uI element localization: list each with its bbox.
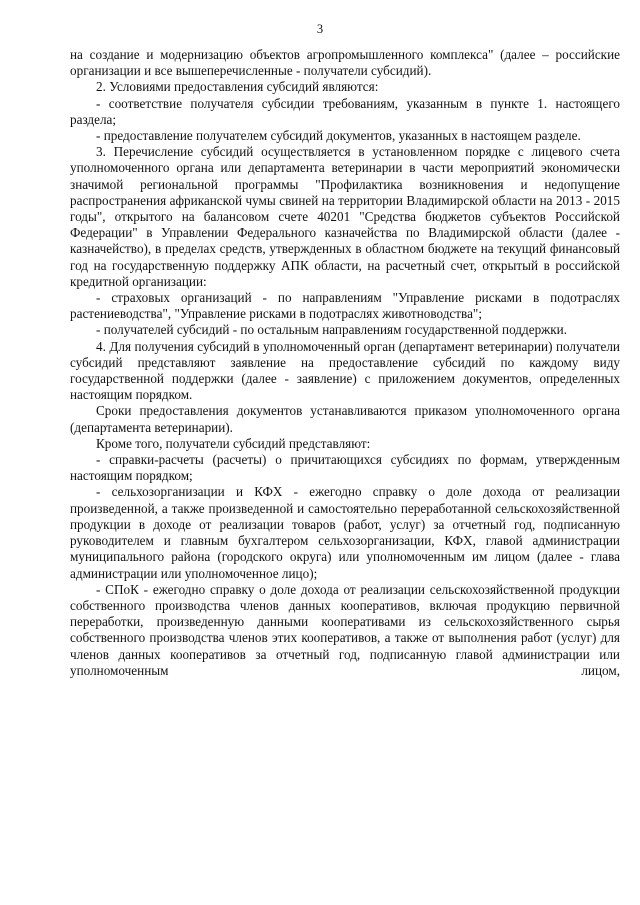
paragraph-agricultural-organizations: - сельхозорганизации и КФХ - ежегодно справку о доле дохода от реализации произведенной, а также произведенной и самостоятельно переработанной сельскохозяйственной продукции в доходе от реализации товаров (работ, услуг) за отчетный год, подписанную руководителем и главным бухгалтером сельхозорганизации, КФХ, главой администрации муниципального района (городского округа) или уполномоченным им лицом (далее - глава администрации или уполномоченное лицо); (70, 484, 620, 581)
paragraph-additionally: Кроме того, получатели субсидий представляют: (96, 435, 371, 451)
paragraph-condition-compliance: - соответствие получателя субсидии требованиям, указанным в пункте 1. настоящего раздела; (70, 95, 620, 127)
paragraph-continuation: на создание и модернизацию объектов агропромышленного комплекса" (далее – российские организации и все вышеперечисленные - получатели субсидий). (70, 47, 620, 79)
paragraph-subsidy-recipients: - получателей субсидий - по остальным направлениям государственной поддержки. (96, 322, 568, 338)
paragraph-insurance-organizations: - страховых организаций - по направлениям "Управление рисками в подотраслях растениеводства", "Управление рисками в подотраслях животноводства"; (70, 290, 620, 322)
paragraph-deadlines: Сроки предоставления документов устанавливаются приказом уполномоченного органа (департамента ветеринарии). (70, 403, 620, 435)
paragraph-conditions-heading: 2. Условиями предоставления субсидий являются: (96, 79, 379, 95)
document-body (70, 47, 620, 679)
page-number: 3 (316, 22, 324, 36)
paragraph-calculation-certificates: - справки-расчеты (расчеты) о причитающихся субсидиях по формам, утвержденным настоящим порядком; (70, 452, 620, 484)
paragraph-condition-documents: - предоставление получателем субсидий документов, указанных в настоящем разделе. (96, 128, 581, 144)
paragraph-application: 4. Для получения субсидий в уполномоченный орган (департамент ветеринарии) получатели субсидий представляют заявление на предоставление субсидий по каждому виду государственной поддержки (далее - заявление) с приложением документов, определенных настоящим порядком. (70, 338, 620, 403)
paragraph-transfer-of-subsidies: 3. Перечисление субсидий осуществляется в установленном порядке с лицевого счета уполномоченного органа или департамента ветеринарии в части мероприятий экономически значимой региональной программы "Профилактика возникновения и недопущение распространения африканской чумы свиней на территории Владимирской области на 2013 - 2015 годы", открытого на балансовом счете 40201 "Средства бюджетов субъектов Российской Федерации" в Управлении Федерального казначейства по Владимирской области (далее - казначейство), в пределах средств, утвержденных в областном бюджете на текущий финансовый год на государственную поддержку АПК области, на расчетный счет, открытый в российской кредитной организации: (70, 144, 620, 289)
paragraph-cooperatives: - СПоК - ежегодно справку о доле дохода от реализации сельскохозяйственной продукции собственного производства членов данных кооперативов, включая продукцию первичной переработки, произведенную данными кооперативами из сельскохозяйственного сырья собственного производства членов этих кооперативов, а также от выполнения работ (услуг) для членов данных кооперативов за отчетный год, подписанную главой администрации или уполномоченным лицом, (70, 581, 620, 678)
